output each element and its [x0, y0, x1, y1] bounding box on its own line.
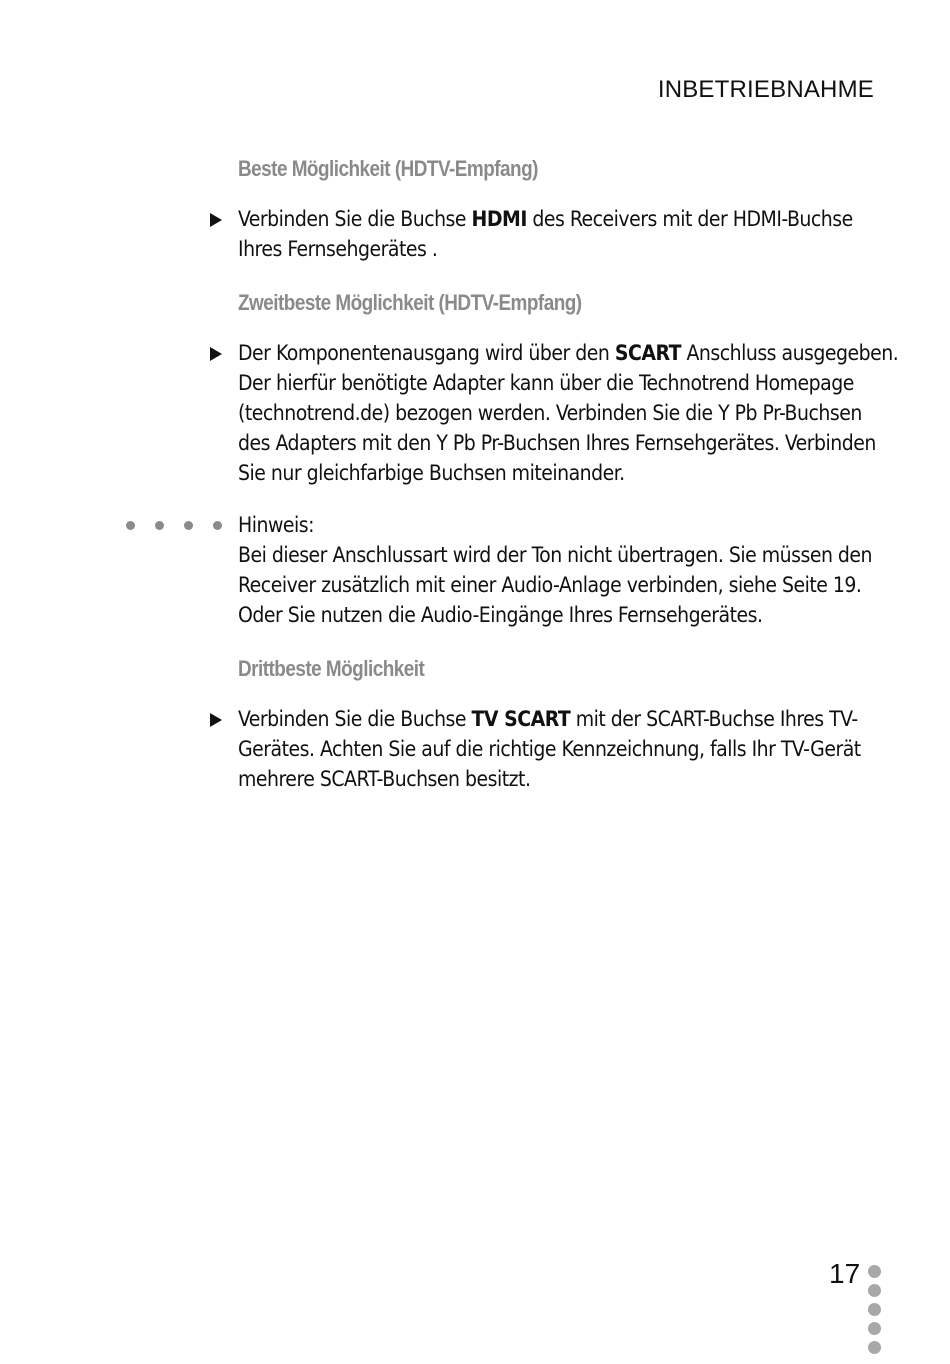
note-label: Hinweis:: [238, 513, 314, 537]
dot-icon: [868, 1341, 881, 1354]
dot-icon: [126, 521, 135, 530]
text-line: Sie nur gleichfarbige Buchsen miteinander.: [238, 461, 625, 485]
instruction-hdmi: [238, 204, 888, 264]
dot-icon: [184, 521, 193, 530]
text-line: mehrere SCART-Buchsen besitzt.: [238, 767, 531, 791]
dot-icon: [868, 1284, 881, 1297]
text-line: Der Komponentenausgang wird über den SCART Anschluss ausgegeben.: [238, 341, 899, 365]
note-line: Bei dieser Anschlussart wird der Ton nicht übertragen. Sie müssen den: [238, 543, 873, 567]
text-line: Ihres Fernsehgerätes .: [238, 237, 438, 261]
arrow-bullet-icon: [210, 713, 222, 727]
page-dots-icon: [868, 1265, 881, 1354]
heading-best-option: Beste Möglichkeit (HDTV-Empfang): [238, 156, 538, 181]
dot-icon: [213, 521, 222, 530]
text-line: Verbinden Sie die Buchse HDMI des Receivers mit der HDMI-Buchse: [238, 207, 853, 231]
page-number: 17: [829, 1258, 861, 1289]
note-line: Oder Sie nutzen die Audio-Eingänge Ihres Fernsehgerätes.: [238, 603, 763, 627]
text-line: Der hierfür benötigte Adapter kann über die Technotrend Homepage: [238, 371, 854, 395]
arrow-bullet-icon: [210, 213, 222, 227]
dot-icon: [155, 521, 164, 530]
text-line: Verbinden Sie die Buchse TV SCART mit der SCART-Buchse Ihres TV-: [238, 707, 858, 731]
heading-third-best-option: Drittbeste Möglichkeit: [238, 656, 425, 681]
dot-icon: [868, 1303, 881, 1316]
note-line: Receiver zusätzlich mit einer Audio-Anlage verbinden, siehe Seite 19.: [238, 573, 862, 597]
note-block: [238, 510, 888, 630]
main-content: [238, 152, 899, 816]
instruction-component: [238, 338, 899, 488]
text-line: Gerätes. Achten Sie auf die richtige Kennzeichnung, falls Ihr TV-Gerät: [238, 737, 861, 761]
dot-icon: [868, 1322, 881, 1335]
section-title: INBETRIEBNAHME: [657, 76, 874, 103]
heading-second-best-option: Zweitbeste Möglichkeit (HDTV-Empfang): [238, 290, 582, 315]
dot-icon: [868, 1265, 881, 1278]
text-line: des Adapters mit den Y Pb Pr-Buchsen Ihres Fernsehgerätes. Verbinden: [238, 431, 876, 455]
instruction-tv-scart: [238, 704, 888, 794]
text-line: (technotrend.de) bezogen werden. Verbinden Sie die Y Pb Pr-Buchsen: [238, 401, 862, 425]
arrow-bullet-icon: [210, 347, 222, 361]
note-dots-icon: [126, 521, 222, 530]
